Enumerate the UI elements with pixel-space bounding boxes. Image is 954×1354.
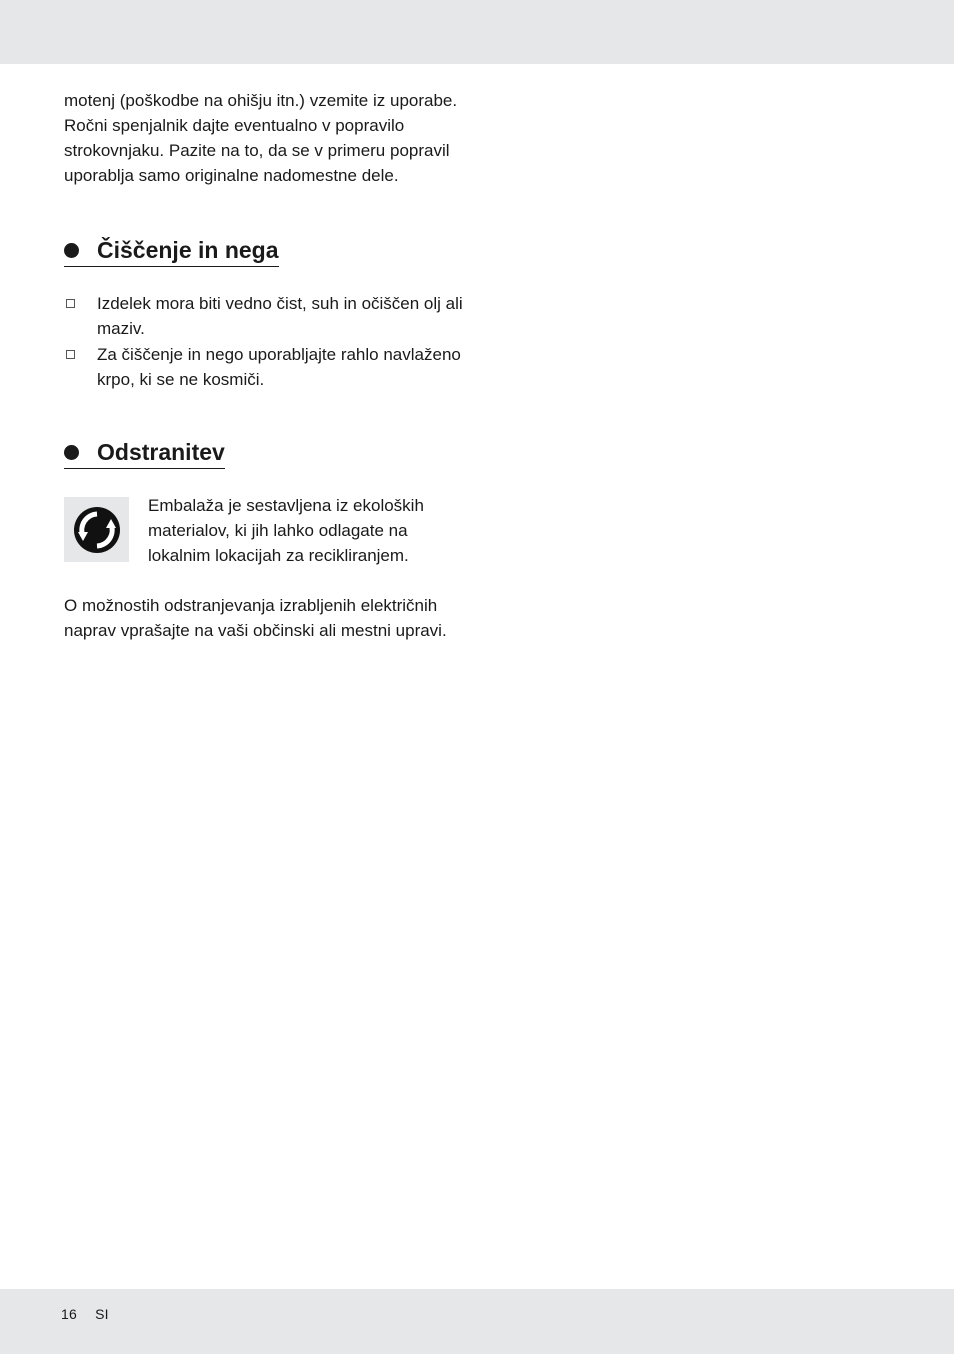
packaging-text: Embalaža je sestavljena iz ekoloških materialov, ki jih lahko odlagate na lokalnim lokacijah za recikliranjem.	[148, 496, 424, 565]
list-item	[64, 291, 464, 341]
section-heading-disposal	[64, 438, 225, 469]
list-item	[64, 342, 464, 392]
heading-bullet-icon	[64, 445, 79, 460]
cleaning-list	[64, 291, 464, 392]
content-column	[64, 88, 464, 643]
page-footer	[61, 1306, 123, 1322]
header-bar	[0, 0, 954, 64]
packaging-recycling-block	[64, 493, 464, 568]
devices-disposal-text: O možnostih odstranjevanja izrabljenih električnih naprav vprašajte na vaši občinski ali mestni upravi.	[64, 596, 447, 640]
list-item-text: Za čiščenje in nego uporabljajte rahlo navlaženo krpo, ki se ne kosmiči.	[97, 345, 461, 389]
page-number: 16	[61, 1306, 77, 1322]
square-bullet-icon	[66, 350, 75, 359]
list-item-text: Izdelek mora biti vedno čist, suh in očiščen olj ali maziv.	[97, 294, 463, 338]
section-title-cleaning: Čiščenje in nega	[97, 237, 279, 263]
intro-paragraph: motenj (poškodbe na ohišju itn.) vzemite iz uporabe. Ročni spenjalnik dajte eventualno v popravilo strokovnjaku. Pazite na to, da se v primeru popravil uporablja samo originalne nadomestne dele.	[64, 91, 458, 185]
language-code: SI	[95, 1306, 109, 1322]
square-bullet-icon	[66, 299, 75, 308]
footer-bar	[0, 1289, 954, 1354]
green-dot-recycling-icon	[64, 497, 129, 562]
heading-bullet-icon	[64, 243, 79, 258]
section-title-disposal: Odstranitev	[97, 439, 225, 465]
section-heading-cleaning	[64, 236, 279, 267]
